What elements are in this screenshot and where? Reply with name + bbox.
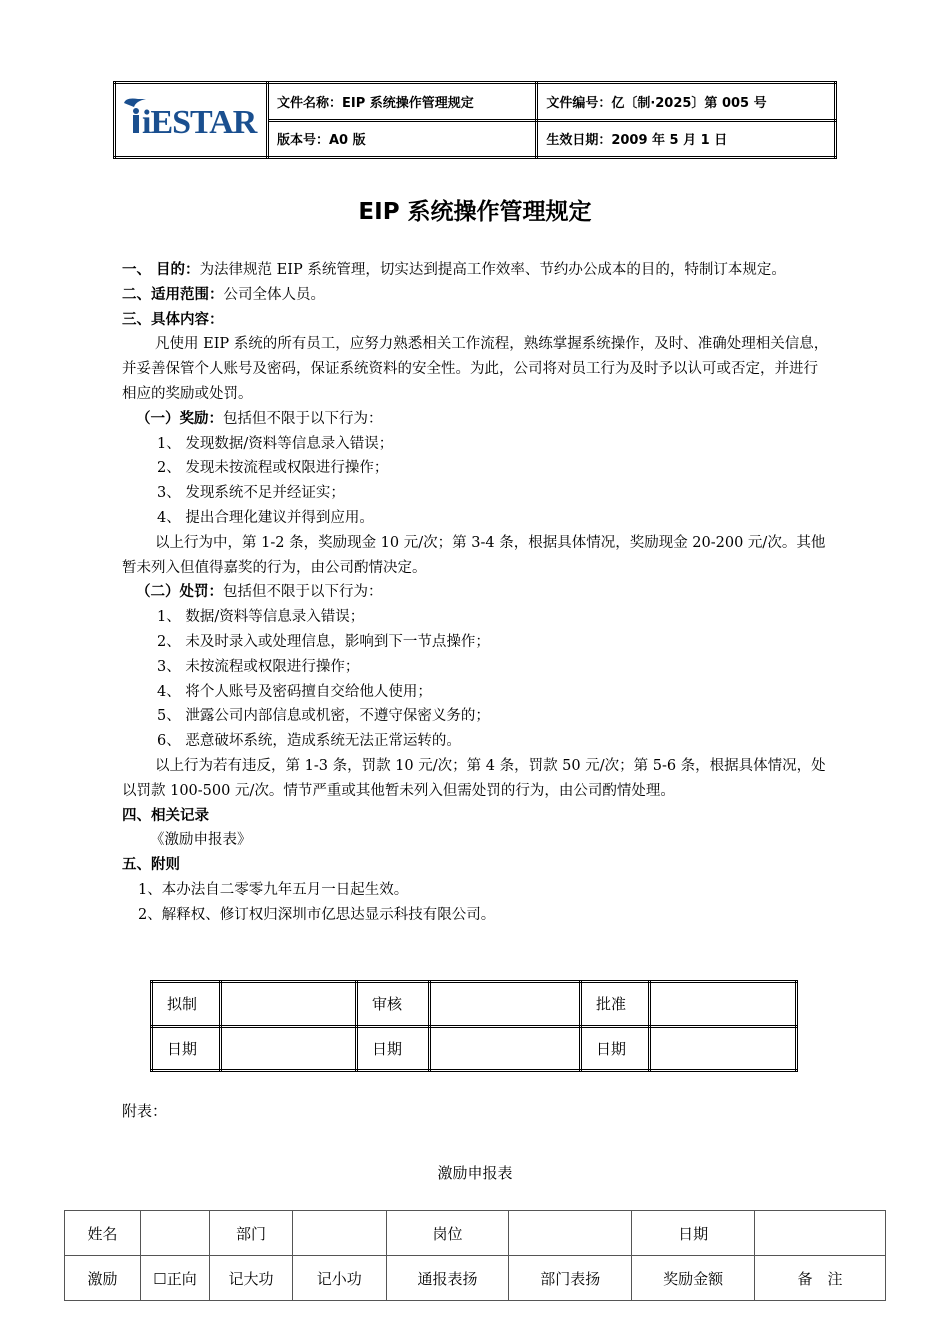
document-body — [122, 258, 832, 928]
draft-label: 拟制 — [152, 982, 221, 1027]
section-2-text: 公司全体人员。 — [223, 286, 325, 303]
public-praise-col: 通报表扬 — [386, 1256, 509, 1301]
approve-date-field[interactable] — [650, 1026, 797, 1071]
form-post-label: 岗位 — [386, 1211, 509, 1256]
draft-field[interactable] — [221, 982, 357, 1027]
reward-item: 4、 提出合理化建议并得到应用。 — [157, 509, 374, 526]
document-header-table — [113, 81, 837, 159]
reward-item: 2、 发现未按流程或权限进行操作； — [157, 460, 389, 477]
reward-text: 包括但不限于以下行为： — [223, 410, 383, 427]
form-date-label: 日期 — [632, 1211, 755, 1256]
effective-date-cell: 生效日期：2009 年 5 月 1 日 — [537, 120, 836, 158]
approve-field[interactable] — [650, 982, 797, 1027]
document-title: EIP 系统操作管理规定 — [358, 199, 592, 225]
date-label: 日期 — [357, 1026, 430, 1071]
reward-item: 1、 发现数据/资料等信息录入错误； — [157, 435, 394, 452]
company-logo — [115, 83, 268, 158]
penalty-item: 5、 泄露公司内部信息或机密，不遵守保密义务的； — [157, 708, 490, 725]
penalty-text: 包括但不限于以下行为： — [223, 584, 383, 601]
major-merit-col: 记大功 — [210, 1256, 293, 1301]
section-2-label: 二、适用范围： — [122, 286, 224, 303]
approve-label: 批准 — [581, 982, 650, 1027]
penalty-summary: 以上行为若有违反，第 1-3 条，罚款 10 元/次；第 4 条，罚款 50 元/次；第 5-6 条，根据具体情况，处以罚款 100-500 元/次。情节严重或其他暂未列入但需处罚的行为，由公司酌情处理。 — [122, 757, 826, 799]
form-name-label: 姓名 — [65, 1211, 141, 1256]
version-cell: 版本号：A0 版 — [268, 120, 537, 158]
section-4-label: 四、相关记录 — [122, 807, 209, 824]
review-date-field[interactable] — [430, 1026, 581, 1071]
penalty-item: 4、 将个人账号及密码擅自交给他人使用； — [157, 683, 432, 700]
positive-checkbox[interactable]: ☐正向 — [141, 1256, 210, 1301]
appendix-label: 附表： — [122, 1102, 168, 1120]
incentive-form-table — [64, 1210, 886, 1301]
section-2 — [122, 283, 832, 308]
section-5-label: 五、附则 — [122, 857, 180, 874]
file-name-cell: 文件名称：EIP 系统操作管理规定 — [268, 83, 537, 121]
section-1 — [122, 258, 832, 283]
section-5-item: 1、本办法自二零零九年五月一日起生效。 — [138, 881, 409, 898]
penalty-item: 2、 未及时录入或处理信息，影响到下一节点操作； — [157, 633, 490, 650]
section-5-item: 2、解释权、修订权归深圳市亿思达显示科技有限公司。 — [138, 906, 496, 923]
file-number-cell: 文件编号：亿〔制·2025〕第 005 号 — [537, 83, 836, 121]
draft-date-field[interactable] — [221, 1026, 357, 1071]
review-label: 审核 — [357, 982, 430, 1027]
minor-merit-col: 记小功 — [293, 1256, 387, 1301]
penalty-item: 1、 数据/资料等信息录入错误； — [157, 609, 365, 626]
reward-item: 3、 发现系统不足并经证实； — [157, 485, 345, 502]
form-dept-label: 部门 — [210, 1211, 293, 1256]
penalty-item: 3、 未按流程或权限进行操作； — [157, 658, 360, 675]
section-1-label: 一、 目的： — [122, 262, 200, 278]
remarks-col: 备 注 — [755, 1256, 886, 1301]
dept-praise-col: 部门表扬 — [509, 1256, 632, 1301]
penalty-heading — [122, 580, 832, 605]
section-4-text: 《激励申报表》 — [150, 832, 252, 849]
form-title: 激励申报表 — [437, 1164, 513, 1182]
form-dept-field[interactable] — [293, 1211, 387, 1256]
signoff-table — [150, 980, 798, 1072]
reward-label: （一）奖励： — [136, 410, 223, 427]
reward-heading — [122, 407, 832, 432]
review-field[interactable] — [430, 982, 581, 1027]
form-name-field[interactable] — [141, 1211, 210, 1256]
date-label: 日期 — [581, 1026, 650, 1071]
section-1-text: 为法律规范 EIP 系统管理，切实达到提高工作效率、节约办公成本的目的，特制订本规定。 — [199, 262, 786, 278]
reward-summary: 以上行为中，第 1-2 条，奖励现金 10 元/次；第 3-4 条，根据具体情况，奖励现金 20-200 元/次。其他暂未列入但值得嘉奖的行为，由公司酌情决定。 — [122, 534, 826, 576]
penalty-item: 6、 恶意破坏系统，造成系统无法正常运转的。 — [157, 733, 461, 750]
date-label: 日期 — [152, 1026, 221, 1071]
form-date-field[interactable] — [755, 1211, 886, 1256]
reward-amount-col: 奖励金额 — [632, 1256, 755, 1301]
form-incentive-label: 激励 — [65, 1256, 141, 1301]
form-post-field[interactable] — [509, 1211, 632, 1256]
logo-wordmark: iESTAR — [142, 104, 257, 141]
section-3-label: 三、具体内容： — [122, 311, 224, 328]
section-3-intro: 凡使用 EIP 系统的所有员工，应努力熟悉相关工作流程，熟练掌握系统操作，及时、准确处理相关信息，并妥善保管个人账号及密码，保证系统资料的安全性。为此，公司将对员工行为及时予以认可或否定，并进行相应的奖励或处罚。 — [122, 336, 829, 402]
penalty-label: （二）处罚： — [136, 584, 223, 601]
